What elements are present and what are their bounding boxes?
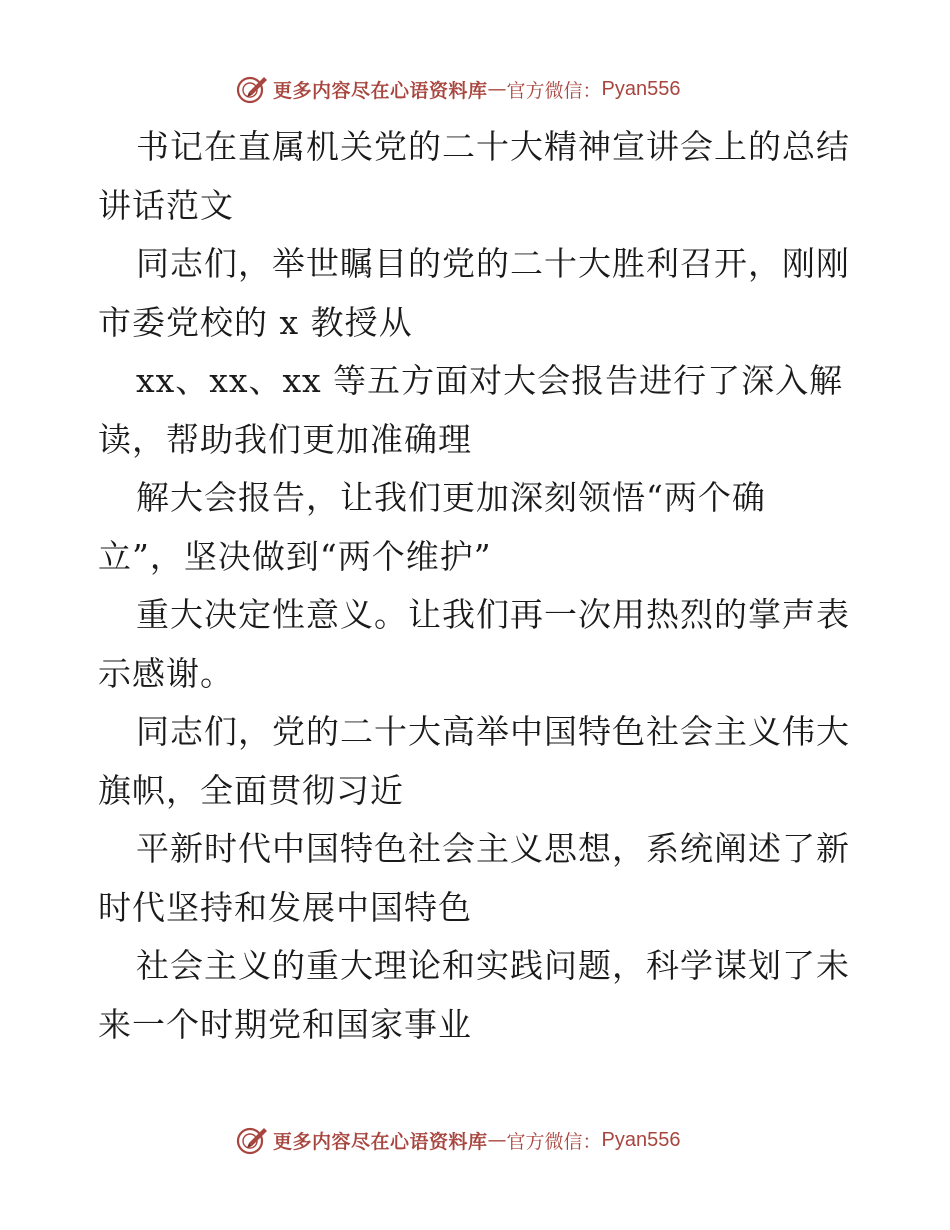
paragraph-line: 解大会报告，让我们更加深刻领悟“两个确: [136, 478, 766, 517]
banner-slogan: 更多内容尽在心语资料库: [273, 1130, 488, 1153]
banner-separator: —: [487, 1129, 507, 1151]
paragraph-line: 社会主义的重大理论和实践问题，科学谋划了未: [136, 946, 850, 985]
paragraph-line: 来一个时期党和国家事业: [98, 1004, 472, 1044]
paragraph-line: 立”，坚决做到“两个维护”: [98, 536, 492, 576]
paragraph-line: 市委党校的 x 教授从: [98, 302, 413, 342]
paragraph-line: 时代坚持和发展中国特色: [98, 887, 472, 927]
title-line-1: 书记在直属机关党的二十大精神宣讲会上的总结: [136, 127, 850, 166]
banner-wechat-id: Pyan556: [601, 77, 681, 100]
footer-banner: [235, 1123, 715, 1157]
pen-logo-icon: [235, 72, 269, 106]
paragraph-line: 同志们，举世瞩目的党的二十大胜利召开，刚刚: [136, 244, 850, 283]
paragraph-line: 读，帮助我们更加准确理: [98, 419, 472, 459]
banner-wechat-id: Pyan556: [601, 1128, 681, 1151]
banner-wechat-label: 官方微信：: [506, 1130, 602, 1153]
paragraph-line: 重大决定性意义。让我们再一次用热烈的掌声表: [136, 595, 850, 634]
banner-slogan: 更多内容尽在心语资料库: [273, 79, 488, 102]
banner-wechat-label: 官方微信：: [506, 79, 602, 102]
title-line-2: 讲话范文: [98, 185, 234, 225]
paragraph-line: xx、xx、xx 等五方面对大会报告进行了深入解: [136, 361, 844, 400]
banner-separator: —: [487, 78, 507, 100]
paragraph-line: 同志们，党的二十大高举中国特色社会主义伟大: [136, 712, 850, 751]
paragraph-line: 示感谢。: [98, 653, 234, 693]
header-banner: [235, 72, 715, 106]
paragraph-line: 旗帜，全面贯彻习近: [98, 770, 404, 810]
document-body: [98, 118, 858, 1054]
pen-logo-icon: [235, 1123, 269, 1157]
paragraph-line: 平新时代中国特色社会主义思想，系统阐述了新: [136, 829, 850, 868]
